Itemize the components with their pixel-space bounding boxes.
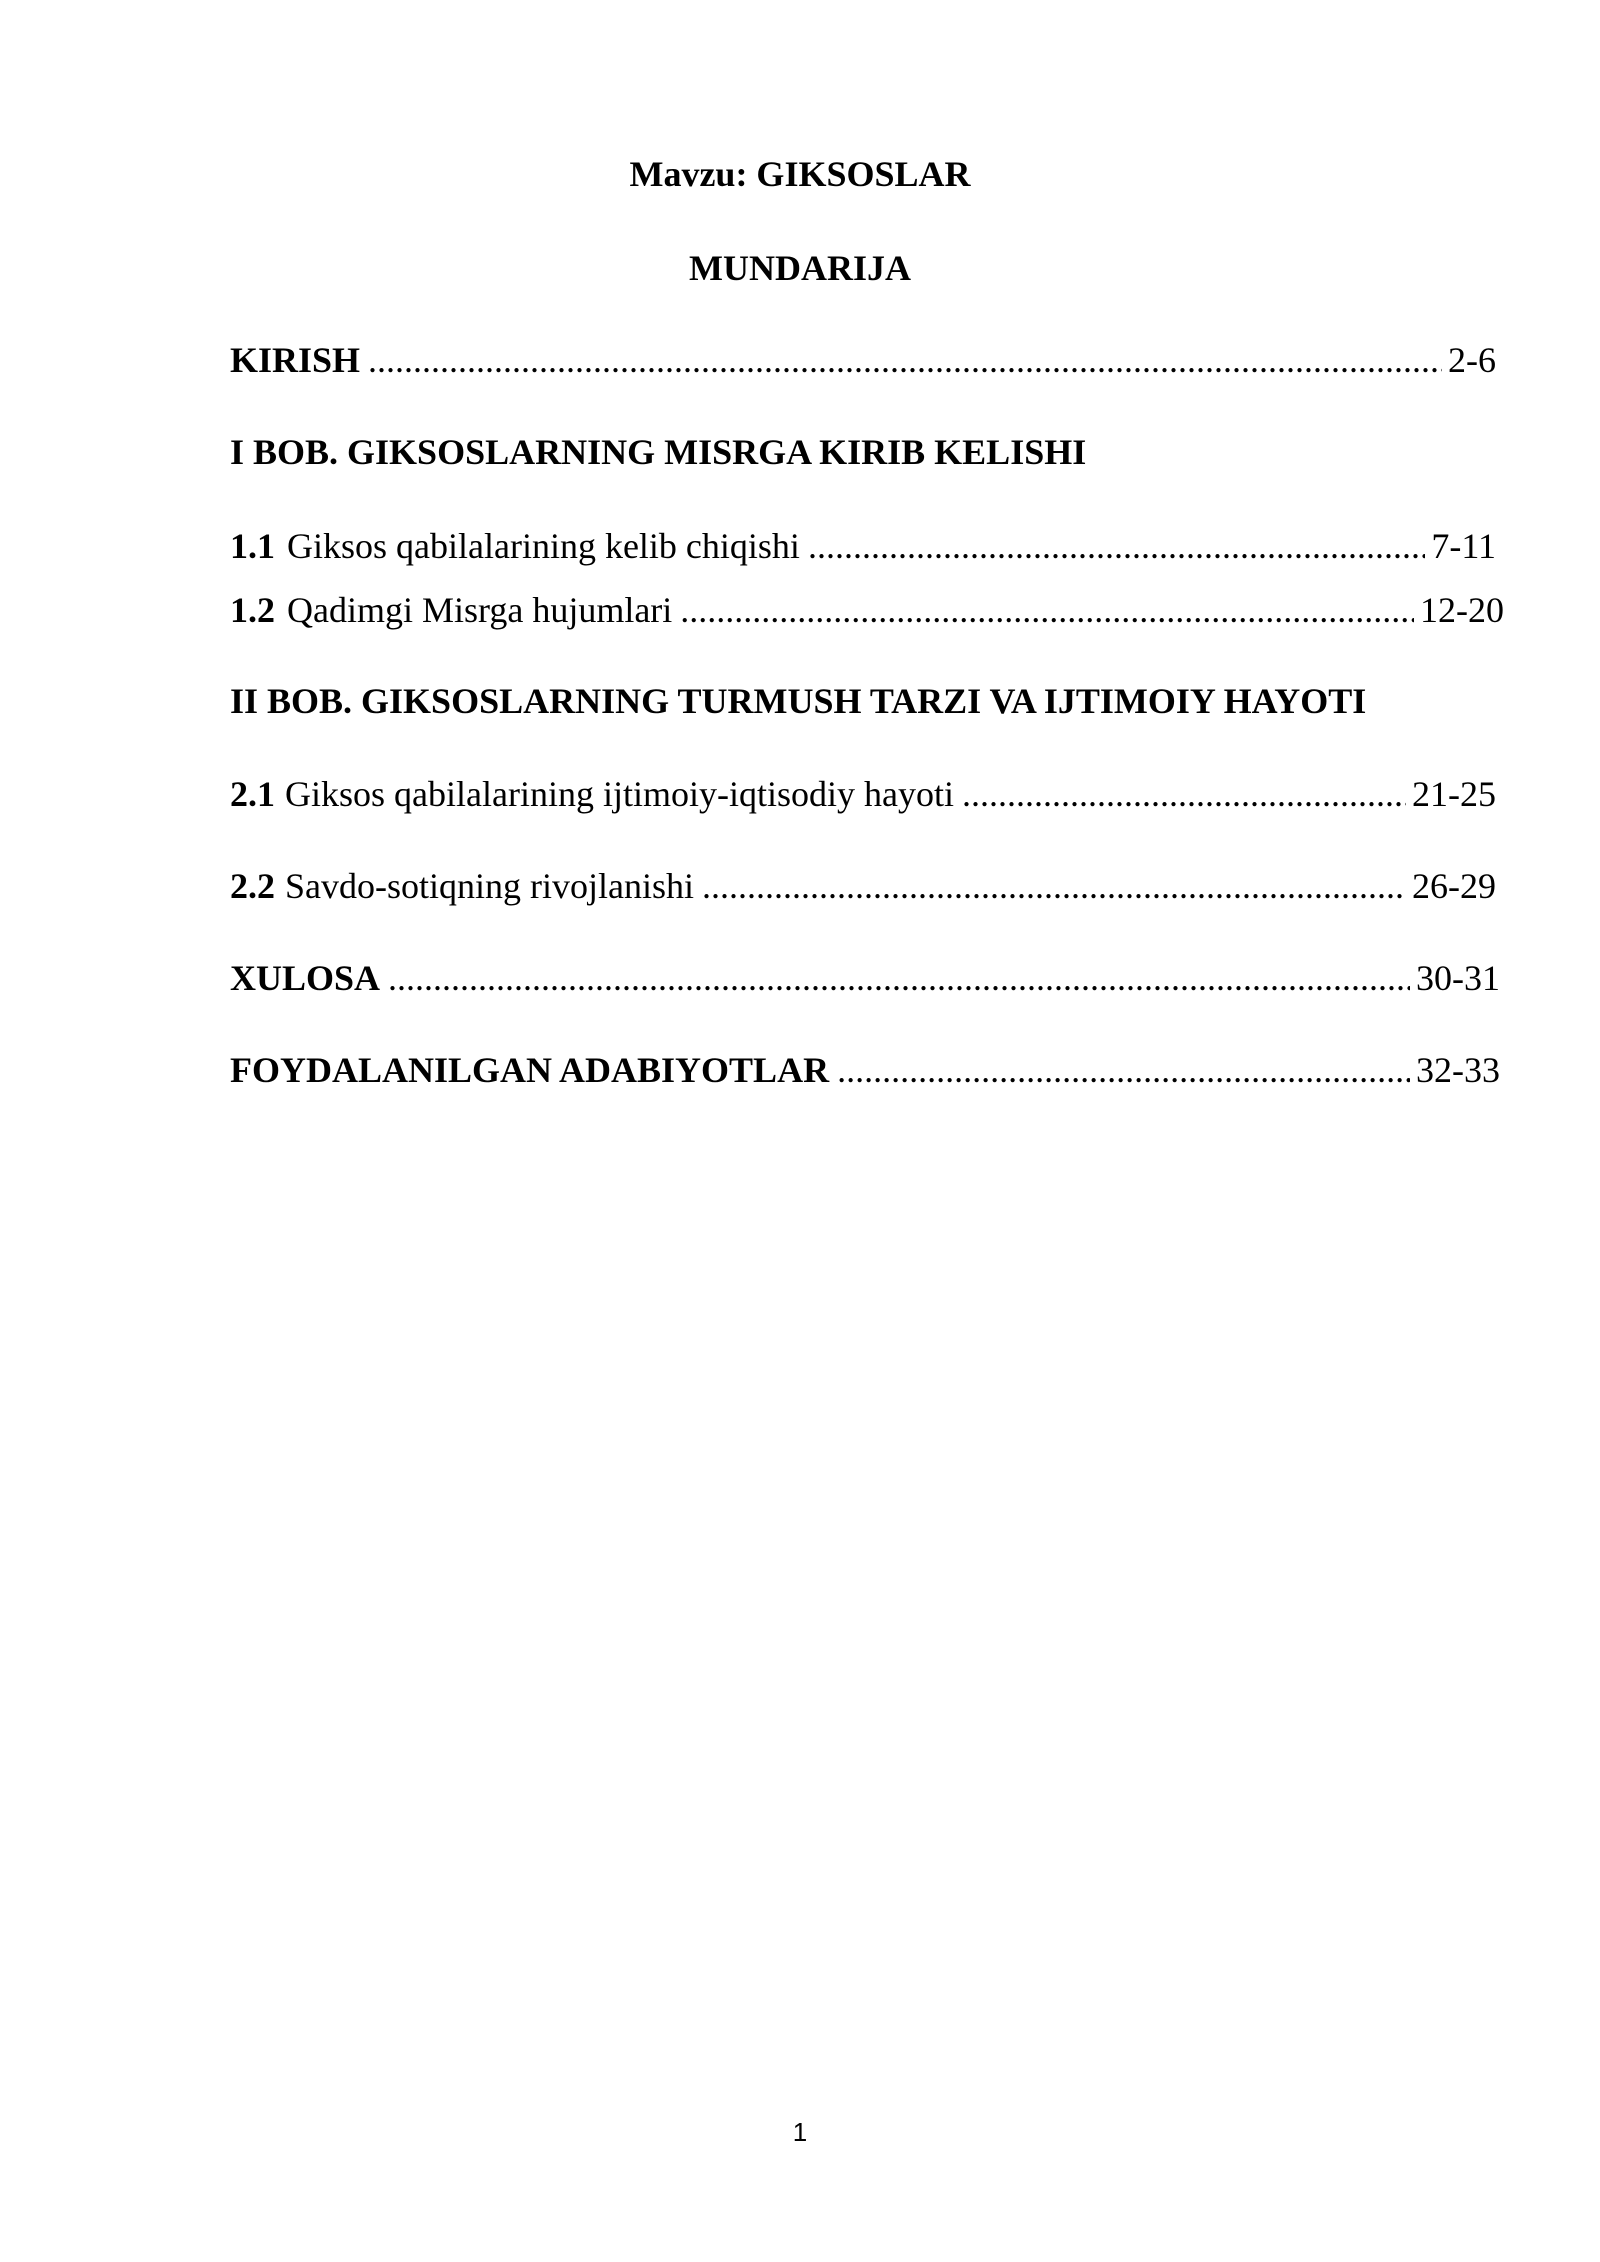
toc-entry-intro[interactable]: [230, 338, 1496, 382]
dot-leader: [388, 956, 1410, 1000]
toc-entry-label: Savdo-sotiqning rivojlanishi: [285, 866, 694, 906]
toc-entry-pages: 12-20: [1420, 590, 1504, 630]
chapter-1-title[interactable]: I BOB. GIKSOSLARNING MISRGA KIRIB KELISHI: [230, 432, 1087, 472]
dot-leader: [680, 588, 1414, 632]
toc-entry-label: Qadimgi Misrga hujumlari: [287, 590, 673, 630]
dot-leader: [837, 1048, 1410, 1092]
toc-entry-1-1[interactable]: [230, 524, 1496, 568]
toc-entry-label: Giksos qabilalarining kelib chiqishi: [287, 526, 800, 566]
toc-entry-references[interactable]: [230, 1048, 1500, 1092]
dot-leader: [368, 338, 1442, 382]
toc-entry-pages: 30-31: [1416, 958, 1500, 998]
toc-entry-label: XULOSA: [230, 958, 381, 998]
dot-leader: [808, 524, 1425, 568]
dot-leader: [962, 772, 1406, 816]
chapter-2-title[interactable]: II BOB. GIKSOSLARNING TURMUSH TARZI VA IJTIMOIY HAYOTI: [230, 681, 1367, 721]
section-number: 1.1: [230, 526, 275, 566]
toc-entry-pages: 7-11: [1431, 526, 1496, 566]
toc-entry-2-1[interactable]: [230, 772, 1496, 816]
page-number: 1: [792, 2117, 808, 2147]
toc-entry-2-2[interactable]: [230, 864, 1496, 908]
toc-entry-pages: 32-33: [1416, 1050, 1500, 1090]
toc-entry-label: Giksos qabilalarining ijtimoiy-iqtisodiy hayoti: [285, 774, 954, 814]
toc-entry-label: FOYDALANILGAN ADABIYOTLAR: [230, 1050, 830, 1090]
section-number: 1.2: [230, 590, 275, 630]
toc-heading: MUNDARIJA: [689, 248, 911, 288]
toc-entry-pages: 2-6: [1448, 340, 1496, 380]
dot-leader: [702, 864, 1406, 908]
toc-entry-label: KIRISH: [230, 340, 361, 380]
toc-entry-conclusion[interactable]: [230, 956, 1500, 1000]
toc-entry-pages: 21-25: [1412, 774, 1496, 814]
topic-title: Mavzu: GIKSOSLAR: [629, 154, 971, 194]
section-number: 2.1: [230, 774, 275, 814]
toc-entry-1-2[interactable]: [230, 588, 1504, 632]
section-number: 2.2: [230, 866, 275, 906]
toc-entry-pages: 26-29: [1412, 866, 1496, 906]
